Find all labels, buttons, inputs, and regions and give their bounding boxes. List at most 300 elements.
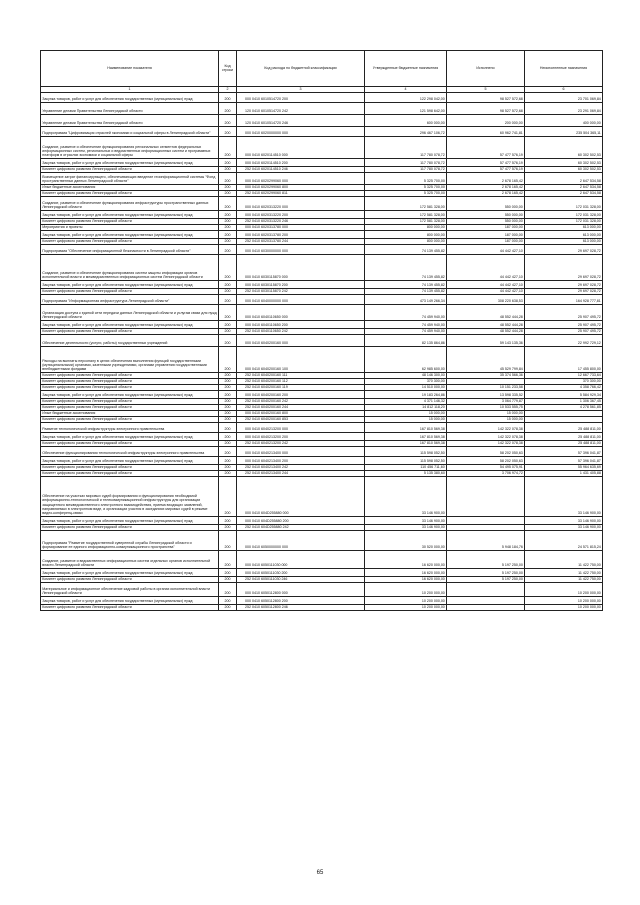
row-name: Комитет цифрового развития Ленинградской области (41, 167, 219, 173)
row-budget-code: 000 0410 6010514720 200 (237, 93, 365, 103)
row-approved-amount: 167 810 569,38 (365, 441, 447, 447)
row-executed-amount: 5 197 250,00 (447, 551, 525, 569)
row-unexecuted-amount: 1 431 405,88 (525, 471, 603, 477)
row-name: Комитет цифрового развития Ленинградской области (41, 471, 219, 477)
row-line-code: 200 (219, 281, 237, 289)
row-name: Комитет цифрового развития Ленинградской области (41, 399, 219, 405)
row-budget-code: 000 0410 6020114510 000 (237, 137, 365, 159)
table-row (41, 295, 603, 305)
row-budget-code: 252 0410 6040110650 242 (237, 329, 365, 335)
row-executed-amount: 98 527 572,68 (447, 103, 525, 115)
row-name: Материальное и информационное обеспечение кадровой работы в органах исполнительной власти Ленинградской области (41, 583, 219, 597)
table-row (41, 517, 603, 525)
row-budget-code: 252 0410 604D255880 242 (237, 525, 365, 531)
row-name: Управление делами Правительства Ленинградской области (41, 103, 219, 115)
row-approved-amount: 82 135 864,86 (365, 335, 447, 347)
row-executed-amount: 550 000,00 (447, 219, 525, 225)
row-name: Закупка товаров, работ и услуг для обеспечения государственных (муниципальных) нужд (41, 159, 219, 167)
row-line-code: 200 (219, 321, 237, 329)
row-executed-amount: 5 948 184,76 (447, 531, 525, 551)
row-budget-code: 120 0410 6010514720 246 (237, 115, 365, 127)
row-budget-code: 252 0410 6020313780 244 (237, 239, 365, 245)
row-name: Комитет цифрового развития Ленинградской области (41, 289, 219, 295)
row-approved-amount: 167 810 569,38 (365, 433, 447, 441)
row-unexecuted-amount: 613 000,00 (525, 225, 603, 231)
row-name: Комитет цифрового развития Ленинградской области (41, 373, 219, 379)
table-row (41, 245, 603, 255)
row-unexecuted-amount: 57 396 041,87 (525, 447, 603, 457)
row-unexecuted-amount: 613 000,00 (525, 231, 603, 239)
row-executed-amount: 35 374 566,36 (447, 373, 525, 379)
row-name: Обеспечение деятельности (услуги, работы) государственных учреждений (41, 335, 219, 347)
row-line-code: 200 (219, 433, 237, 441)
row-approved-amount: 167 810 569,38 (365, 423, 447, 433)
row-approved-amount: 74 139 455,82 (365, 281, 447, 289)
row-line-code: 200 (219, 159, 237, 167)
row-line-code: 200 (219, 93, 237, 103)
table-row (41, 103, 603, 115)
row-line-code: 200 (219, 379, 237, 385)
row-executed-amount: 13 598 335,52 (447, 391, 525, 399)
row-name: Закупка товаров, работ и услуг для обеспечения государственных (муниципальных) нужд (41, 93, 219, 103)
row-approved-amount: 74 459 940,00 (365, 305, 447, 321)
column-number-row (41, 86, 603, 93)
row-executed-amount: 48 552 444,28 (447, 329, 525, 335)
row-name: Подпрограмма "Развитие государственной суверенной службы Ленинградской области и формирование ее единого информационно-коммуникационного пространства" (41, 531, 219, 551)
row-unexecuted-amount: 2 647 534,58 (525, 173, 603, 185)
row-budget-code: 252 0410 6040200160 119 (237, 385, 365, 391)
column-number: 4 (365, 86, 447, 93)
row-approved-amount: 10 200 000,00 (365, 605, 447, 611)
row-executed-amount: 48 552 444,28 (447, 321, 525, 329)
row-line-code: 200 (219, 391, 237, 399)
row-budget-code: 252 0410 6040213400 242 (237, 465, 365, 471)
row-unexecuted-amount: 29 697 028,72 (525, 255, 603, 281)
row-budget-code: 000 0410 6040200160 800 (237, 411, 365, 417)
row-line-code: 200 (219, 197, 237, 211)
row-unexecuted-amount: 29 697 028,72 (525, 289, 603, 295)
row-line-code: 200 (219, 137, 237, 159)
row-line-code: 200 (219, 531, 237, 551)
row-line-code: 200 (219, 211, 237, 219)
row-approved-amount: 117 780 078,72 (365, 159, 447, 167)
row-executed-amount: 58 202 050,63 (447, 457, 525, 465)
row-executed-amount: 5 197 250,00 (447, 569, 525, 577)
row-budget-code: 000 0410 6040213400 200 (237, 457, 365, 465)
row-executed-amount: 44 442 427,10 (447, 281, 525, 289)
row-line-code: 200 (219, 471, 237, 477)
row-unexecuted-amount: 23 291 069,84 (525, 103, 603, 115)
row-executed-amount: 57 477 576,19 (447, 159, 525, 167)
row-name: Закупка товаров, работ и услуг для обеспечения государственных (муниципальных) нужд (41, 391, 219, 399)
row-executed-amount: 15 000,00 (447, 411, 525, 417)
row-name: Закупка товаров, работ и услуг для обеспечения государственных (муниципальных) нужд (41, 211, 219, 219)
row-budget-code: 252 0410 6050112800 246 (237, 605, 365, 611)
row-name: Расходы на выплаты персоналу в целях обеспечения выполнения функций государственными (муниципальными) органами, казенными учреждениями, органами управления государственными внебюджетными фондами (41, 347, 219, 373)
row-budget-code: 000 0410 6040200160 200 (237, 391, 365, 399)
row-executed-amount: 2 678 165,42 (447, 185, 525, 191)
row-budget-code: 000 0410 604D255880 000 (237, 477, 365, 517)
row-executed-amount: 3 706 974,72 (447, 471, 525, 477)
row-unexecuted-amount: 5 584 929,34 (525, 391, 603, 399)
row-line-code: 200 (219, 399, 237, 405)
row-name: Возмещение затрат финансирующего, обеспечивающих введение геоинформационной системы "Фонд пространственных данных Ленинградской области" (41, 173, 219, 185)
row-line-code: 200 (219, 255, 237, 281)
row-unexecuted-amount: 1 306 367,45 (525, 399, 603, 405)
row-name: Создание, развитие и обеспечение функционирования региональных сегментов федеральных информационных систем, региональных и ведомственных информационных систем и программных платформ в отраслях экономики и социальной сферы (41, 137, 219, 159)
row-executed-amount: 2 678 165,42 (447, 191, 525, 197)
row-approved-amount: 122 298 042,00 (365, 93, 447, 103)
column-number: 1 (41, 86, 219, 93)
row-executed-amount: 45 529 799,84 (447, 347, 525, 373)
table-row (41, 137, 603, 159)
row-line-code: 200 (219, 605, 237, 611)
row-budget-code: 000 0410 6020313780 200 (237, 231, 365, 239)
row-approved-amount: 800 000,00 (365, 231, 447, 239)
row-unexecuted-amount: 29 697 028,72 (525, 245, 603, 255)
row-line-code: 200 (219, 115, 237, 127)
row-line-code: 200 (219, 219, 237, 225)
row-unexecuted-amount: 164 928 777,81 (525, 295, 603, 305)
row-approved-amount: 172 581 328,00 (365, 219, 447, 225)
row-unexecuted-amount: 2 647 534,58 (525, 185, 603, 191)
row-unexecuted-amount: 25 907 495,72 (525, 321, 603, 329)
row-unexecuted-amount: 4 278 561,85 (525, 405, 603, 411)
row-executed-amount (447, 477, 525, 517)
header-unexecuted: Неисполненные назначения (525, 51, 603, 87)
row-name: Комитет цифрового развития Ленинградской области (41, 219, 219, 225)
row-executed-amount (447, 583, 525, 597)
row-unexecuted-amount: 60 302 502,53 (525, 167, 603, 173)
row-executed-amount: 2 678 165,42 (447, 173, 525, 185)
row-executed-amount: 550 000,00 (447, 211, 525, 219)
row-name: Мероприятия и проекты (41, 225, 219, 231)
row-name: Подпрограмма "Обеспечение информационной безопасности в Ленинградской области" (41, 245, 219, 255)
table-row (41, 93, 603, 103)
row-line-code: 200 (219, 477, 237, 517)
row-line-code: 200 (219, 167, 237, 173)
row-name: Комитет цифрового развития Ленинградской области (41, 465, 219, 471)
row-approved-amount: 33 146 900,00 (365, 525, 447, 531)
table-row (41, 597, 603, 605)
table-row (41, 281, 603, 289)
row-unexecuted-amount: 25 488 811,00 (525, 441, 603, 447)
row-approved-amount: 5 325 700,00 (365, 185, 447, 191)
column-number: 6 (525, 86, 603, 93)
row-line-code: 200 (219, 583, 237, 597)
row-unexecuted-amount: 2 647 534,58 (525, 191, 603, 197)
row-executed-amount: 10 533 555,75 (447, 405, 525, 411)
row-approved-amount: 473 149 266,34 (365, 295, 447, 305)
row-unexecuted-amount: 33 146 900,00 (525, 525, 603, 531)
row-unexecuted-amount: 10 200 000,00 (525, 605, 603, 611)
row-line-code: 200 (219, 103, 237, 115)
row-approved-amount: 74 139 455,82 (365, 245, 447, 255)
table-row (41, 159, 603, 167)
row-executed-amount: 54 495 075,91 (447, 465, 525, 471)
row-name: Создание, развитие и обеспечение функционирования систем защиты информации органов исполнительной власти и межведомственных информационных систем Ленинградской области (41, 255, 219, 281)
row-executed-amount: 98 527 572,68 (447, 93, 525, 103)
row-approved-amount: 10 200 000,00 (365, 583, 447, 597)
row-budget-code: 000 0410 6020313780 000 (237, 225, 365, 231)
column-number: 3 (237, 86, 365, 93)
row-approved-amount: 15 000,00 (365, 411, 447, 417)
row-executed-amount: 57 477 576,19 (447, 137, 525, 159)
row-budget-code: 252 0410 6020313220 246 (237, 219, 365, 225)
row-executed-amount: 58 202 050,63 (447, 447, 525, 457)
row-approved-amount: 117 780 078,72 (365, 167, 447, 173)
row-unexecuted-amount: 11 422 750,00 (525, 577, 603, 583)
row-name: Создание, развитие и обеспечение функционирования инфраструктуры пространственных данных Ленинградской области (41, 197, 219, 211)
row-name: Подпрограмма "Информационная инфраструктура Ленинградской области" (41, 295, 219, 305)
row-name: Комитет цифрового развития Ленинградской области (41, 525, 219, 531)
row-budget-code: 252 0410 6040200160 244 (237, 405, 365, 411)
row-executed-amount: 5 197 250,00 (447, 577, 525, 583)
row-line-code: 200 (219, 127, 237, 137)
row-unexecuted-amount: 24 571 815,24 (525, 531, 603, 551)
row-approved-amount: 5 135 380,60 (365, 471, 447, 477)
row-budget-code: 000 0410 6040213400 000 (237, 447, 365, 457)
row-unexecuted-amount: 172 031 328,00 (525, 211, 603, 219)
row-budget-code: 000 0410 6020000000 000 (237, 127, 365, 137)
row-unexecuted-amount: 370 300,00 (525, 379, 603, 385)
row-name: Обеспечение на участках мировых судей формирования и функционирования необходимой информационно-технологической и телекоммуникационной инфраструктуры для организации защищенного межведомственного электронного взаимодействия, приема входящих заявлений, направляемых в электронном виде, и организации участия в заседаниях мировых судей в режиме видео-конференц-связи (41, 477, 219, 517)
row-budget-code: 000 0410 6020313220 200 (237, 211, 365, 219)
row-line-code: 200 (219, 423, 237, 433)
row-line-code: 200 (219, 441, 237, 447)
row-unexecuted-amount: 12 667 733,64 (525, 373, 603, 379)
table-row (41, 605, 603, 611)
table-row (41, 321, 603, 329)
row-name: Подпрограмма "Цифровизация отраслей экономики и социальной сферы в Ленинградской области" (41, 127, 219, 137)
table-row (41, 197, 603, 211)
row-executed-amount: 44 442 427,10 (447, 255, 525, 281)
row-line-code: 200 (219, 173, 237, 185)
row-line-code: 200 (219, 225, 237, 231)
row-budget-code: 000 0410 6030115870 200 (237, 281, 365, 289)
row-approved-amount: 172 581 328,00 (365, 211, 447, 219)
table-row (41, 305, 603, 321)
row-unexecuted-amount: 55 964 635,69 (525, 465, 603, 471)
row-executed-amount: 60 962 741,81 (447, 127, 525, 137)
row-executed-amount (447, 605, 525, 611)
row-unexecuted-amount: 400 000,00 (525, 115, 603, 127)
table-row (41, 447, 603, 457)
row-budget-code: 000 0410 6020114510 200 (237, 159, 365, 167)
row-executed-amount: 44 442 427,10 (447, 289, 525, 295)
row-approved-amount: 172 581 328,00 (365, 197, 447, 211)
table-row (41, 115, 603, 127)
row-approved-amount: 14 510 000,00 (365, 385, 447, 391)
row-unexecuted-amount: 11 422 750,00 (525, 551, 603, 569)
row-budget-code: 000 0410 6040213200 200 (237, 433, 365, 441)
row-budget-code: 000 0410 6030000000 000 (237, 245, 365, 255)
row-executed-amount: 550 000,00 (447, 197, 525, 211)
row-executed-amount: 57 477 576,19 (447, 167, 525, 173)
row-executed-amount: 142 322 078,38 (447, 441, 525, 447)
row-executed-amount: 59 143 135,36 (447, 335, 525, 347)
row-name: Закупка товаров, работ и услуг для обеспечения государственных (муниципальных) нужд (41, 231, 219, 239)
row-executed-amount: 3 064 779,87 (447, 399, 525, 405)
row-unexecuted-amount: 25 907 495,72 (525, 329, 603, 335)
row-approved-amount: 74 139 455,82 (365, 255, 447, 281)
row-executed-amount: 15 000,00 (447, 417, 525, 423)
row-approved-amount: 16 620 000,00 (365, 551, 447, 569)
row-name: Закупка товаров, работ и услуг для обеспечения государственных (муниципальных) нужд (41, 569, 219, 577)
row-approved-amount: 62 985 600,00 (365, 347, 447, 373)
row-executed-amount (447, 597, 525, 605)
row-name: Комитет цифрового развития Ленинградской области (41, 385, 219, 391)
row-budget-code: 000 0410 604D255880 200 (237, 517, 365, 525)
row-approved-amount: 117 780 078,72 (365, 137, 447, 159)
row-executed-amount: 10 151 233,58 (447, 385, 525, 391)
row-name: Закупка товаров, работ и услуг для обеспечения государственных (муниципальных) нужд (41, 433, 219, 441)
table-row (41, 347, 603, 373)
row-line-code: 200 (219, 569, 237, 577)
row-approved-amount: 15 000,00 (365, 417, 447, 423)
row-budget-code: 252 0410 6040213400 244 (237, 471, 365, 477)
row-name: Комитет цифрового развития Ленинградской области (41, 191, 219, 197)
header-budget-code: Код расхода по бюджетной классификации (237, 51, 365, 87)
table-header-row (41, 51, 603, 87)
row-budget-code: 252 0410 6040200160 242 (237, 399, 365, 405)
table-row (41, 477, 603, 517)
row-name: Иные бюджетные ассигнования (41, 411, 219, 417)
row-line-code: 200 (219, 289, 237, 295)
row-approved-amount: 48 146 300,00 (365, 373, 447, 379)
row-approved-amount: 16 620 000,00 (365, 577, 447, 583)
row-name: Обеспечение функционирования технологической инфраструктуры электронного правительства (41, 447, 219, 457)
row-executed-amount: 44 442 427,10 (447, 245, 525, 255)
row-budget-code: 000 0410 6040110650 200 (237, 321, 365, 329)
row-budget-code: 000 0410 6050112800 000 (237, 583, 365, 597)
row-unexecuted-amount: 29 697 028,72 (525, 281, 603, 289)
budget-execution-table (40, 50, 603, 611)
row-approved-amount: 800 000,00 (365, 225, 447, 231)
row-approved-amount: 115 598 052,50 (365, 457, 447, 465)
row-approved-amount: 74 459 940,00 (365, 321, 447, 329)
row-line-code: 200 (219, 239, 237, 245)
row-approved-amount: 33 146 900,00 (365, 517, 447, 525)
row-name: Управление делами Правительства Ленинградской области (41, 115, 219, 127)
row-name: Создание, развитие и ведомственных информационных систем отдельных органов исполнительной власти Ленинградской области (41, 551, 219, 569)
row-executed-amount: 48 552 444,28 (447, 305, 525, 321)
row-executed-amount: 187 000,00 (447, 231, 525, 239)
row-unexecuted-amount: 25 488 811,00 (525, 423, 603, 433)
row-executed-amount (447, 517, 525, 525)
table-row (41, 255, 603, 281)
row-approved-amount: 74 139 455,82 (365, 289, 447, 295)
row-budget-code: 252 0410 6040200160 111 (237, 373, 365, 379)
row-unexecuted-amount: 25 488 811,00 (525, 433, 603, 441)
row-approved-amount: 33 146 900,00 (365, 477, 447, 517)
header-line-code: Код строки (219, 51, 237, 87)
table-row (41, 335, 603, 347)
row-line-code: 200 (219, 411, 237, 417)
table-row (41, 583, 603, 597)
row-approved-amount: 10 200 000,00 (365, 597, 447, 605)
header-name: Наименование показателя (41, 51, 219, 87)
table-row (41, 433, 603, 441)
row-line-code: 200 (219, 457, 237, 465)
row-name: Закупка товаров, работ и услуг для обеспечения государственных (муниципальных) нужд (41, 281, 219, 289)
row-name: Закупка товаров, работ и услуг для обеспечения государственных (муниципальных) нужд (41, 457, 219, 465)
row-line-code: 200 (219, 231, 237, 239)
row-unexecuted-amount: 60 302 502,53 (525, 159, 603, 167)
row-approved-amount: 30 520 000,00 (365, 531, 447, 551)
row-budget-code: 120 0410 6010514720 242 (237, 103, 365, 115)
table-row (41, 423, 603, 433)
row-unexecuted-amount: 33 146 900,00 (525, 517, 603, 525)
row-approved-amount: 110 456 711,60 (365, 465, 447, 471)
row-approved-amount: 14 812 118,20 (365, 405, 447, 411)
row-unexecuted-amount: 57 396 041,87 (525, 457, 603, 465)
row-name: Организация доступа к единой сети передачи данных Ленинградской области и услугам связи для нужд Ленинградской области (41, 305, 219, 321)
row-name: Закупка товаров, работ и услуг для обеспечения государственных (муниципальных) нужд (41, 321, 219, 329)
row-name: Комитет цифрового развития Ленинградской области (41, 239, 219, 245)
row-executed-amount: 308 220 638,53 (447, 295, 525, 305)
row-budget-code: 000 0410 6040000000 000 (237, 295, 365, 305)
row-name: Комитет цифрового развития Ленинградской области (41, 405, 219, 411)
row-unexecuted-amount: 22 992 729,12 (525, 335, 603, 347)
table-row (41, 211, 603, 219)
row-budget-code: 000 0410 6040200160 000 (237, 335, 365, 347)
row-budget-code: 252 0410 6050111030 246 (237, 577, 365, 583)
row-budget-code: 000 0410 6020299060 800 (237, 185, 365, 191)
row-line-code: 200 (219, 295, 237, 305)
table-row (41, 531, 603, 551)
row-unexecuted-amount: 172 031 328,00 (525, 197, 603, 211)
row-unexecuted-amount: 4 358 766,42 (525, 385, 603, 391)
row-unexecuted-amount: 33 146 900,00 (525, 477, 603, 517)
table-row (41, 551, 603, 569)
table-row (41, 231, 603, 239)
row-executed-amount: 142 322 078,38 (447, 423, 525, 433)
row-unexecuted-amount: 10 200 000,00 (525, 597, 603, 605)
row-name: Комитет цифрового развития Ленинградской области (41, 329, 219, 335)
row-line-code: 200 (219, 245, 237, 255)
row-unexecuted-amount: 11 422 750,00 (525, 569, 603, 577)
row-line-code: 200 (219, 517, 237, 525)
row-approved-amount: 74 459 940,00 (365, 329, 447, 335)
row-unexecuted-amount: 10 200 000,00 (525, 583, 603, 597)
row-budget-code: 000 0410 6050000000 000 (237, 531, 365, 551)
row-approved-amount: 121 598 642,00 (365, 103, 447, 115)
row-budget-code: 252 0410 6040200160 853 (237, 417, 365, 423)
row-line-code: 200 (219, 551, 237, 569)
row-approved-amount: 600 000,00 (365, 115, 447, 127)
row-unexecuted-amount: 60 302 502,53 (525, 137, 603, 159)
table-row (41, 457, 603, 465)
row-unexecuted-amount: 25 907 495,72 (525, 305, 603, 321)
row-approved-amount: 370 300,00 (365, 379, 447, 385)
row-budget-code: 252 0410 6020299060 811 (237, 191, 365, 197)
row-approved-amount: 296 467 106,72 (365, 127, 447, 137)
row-unexecuted-amount: 23 701 069,84 (525, 93, 603, 103)
column-number: 5 (447, 86, 525, 93)
row-line-code: 200 (219, 335, 237, 347)
row-name: Комитет цифрового развития Ленинградской области (41, 379, 219, 385)
row-budget-code: 000 0410 6040213200 000 (237, 423, 365, 433)
row-line-code: 200 (219, 405, 237, 411)
row-budget-code: 000 0410 6020299060 000 (237, 173, 365, 185)
row-line-code: 200 (219, 185, 237, 191)
row-name: Комитет цифрового развития Ленинградской области (41, 417, 219, 423)
row-approved-amount: 19 183 264,86 (365, 391, 447, 399)
row-name: Комитет цифрового развития Ленинградской области (41, 577, 219, 583)
header-executed: Исполнено (447, 51, 525, 87)
row-line-code: 200 (219, 373, 237, 379)
